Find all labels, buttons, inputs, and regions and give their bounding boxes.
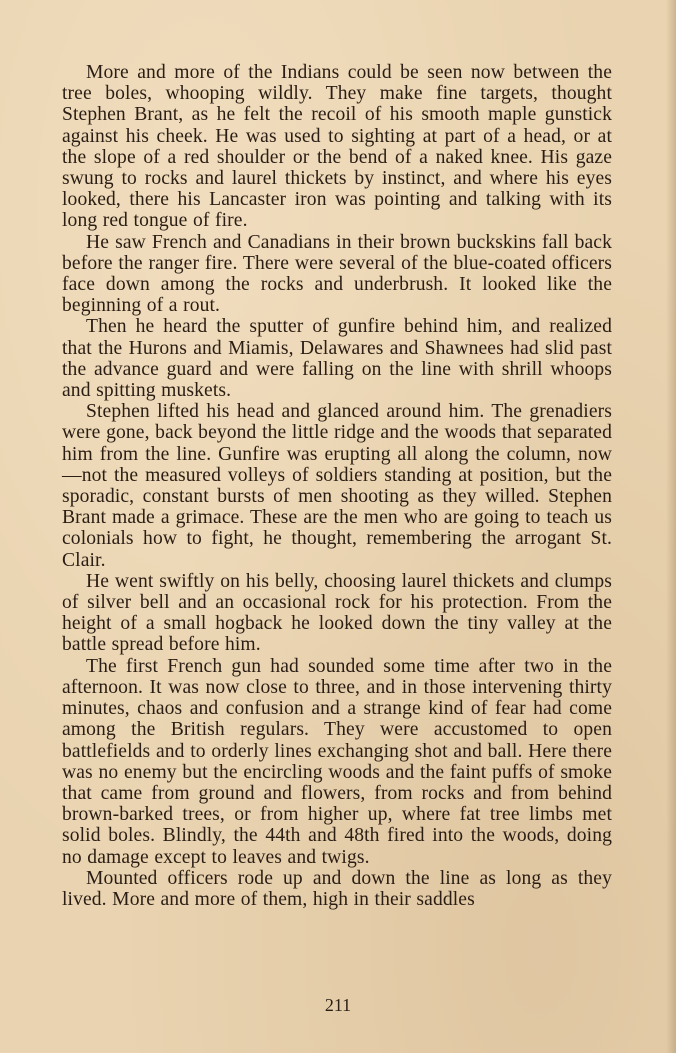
paragraph: He saw French and Canadians in their brown buckskins fall back before the ranger fire. There were several of the blue-coated officers face down among the rocks and underbrush. It looked like the beginning of a rout.	[62, 231, 612, 317]
paragraph: The first French gun had sounded some time after two in the afternoon. It was now close to three, and in those intervening thirty minutes, chaos and confusion and a strange kind of fear had come among the British regulars. They were accustomed to open battlefields and to orderly lines exchanging shot and ball. Here there was no enemy but the encircling woods and the faint puffs of smoke that came from ground and flowers, from rocks and from behind brown-barked trees, or from higher up, where fat tree limbs met solid boles. Blindly, the 44th and 48th fired into the woods, doing no damage except to leaves and twigs.	[62, 655, 612, 868]
paragraph: Stephen lifted his head and glanced around him. The grenadiers were gone, back beyond the little ridge and the woods that separated him from the line. Gunfire was erupting all along the column, now—not the measured volleys of soldiers standing at position, but the sporadic, constant bursts of men shooting as they willed. Stephen Brant made a grimace. These are the men who are going to teach us colonials how to fight, he thought, remembering the arrogant St. Clair.	[62, 401, 612, 571]
paragraph: Then he heard the sputter of gunfire behind him, and realized that the Hurons and Miamis, Delawares and Shawnees had slid past the advance guard and were falling on the line with shrill whoops and spitting muskets.	[62, 316, 612, 402]
body-text	[62, 62, 612, 910]
paragraph: He went swiftly on his belly, choosing laurel thickets and clumps of silver bell and an occasional rock for his protection. From the height of a small hogback he looked down the tiny valley at the battle spread before him.	[62, 570, 612, 656]
paragraph: Mounted officers rode up and down the line as long as they lived. More and more of them, high in their saddles	[62, 867, 612, 910]
page-number: 211	[324, 995, 352, 1015]
paragraph: More and more of the Indians could be seen now between the tree boles, whooping wildly. They make fine targets, thought Stephen Brant, as he felt the recoil of his smooth maple gunstick against his cheek. He was used to sighting at part of a head, or at the slope of a red shoulder or the bend of a naked knee. His gaze swung to rocks and laurel thickets by instinct, and where his eyes looked, there his Lancaster iron was pointing and talking with its long red tongue of fire.	[62, 62, 612, 232]
